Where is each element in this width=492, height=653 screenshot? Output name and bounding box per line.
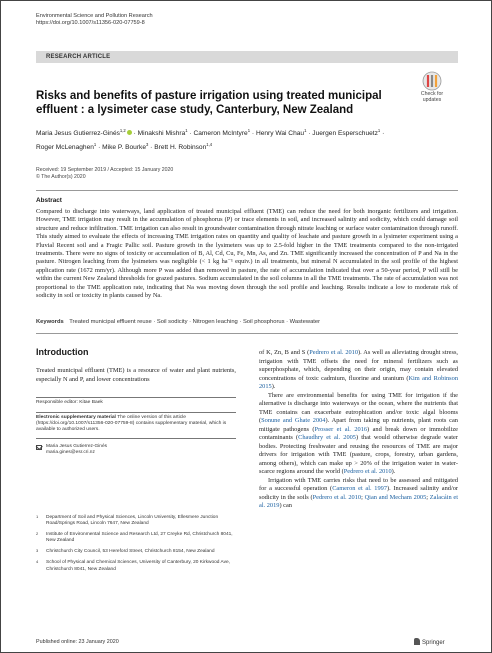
author-name[interactable]: Minakshi Mishra	[137, 130, 186, 138]
keyword-item: Soil phosphorus	[242, 319, 285, 325]
keyword-item: Treated municipal effluent reuse	[69, 319, 152, 325]
author-name[interactable]: Cameron McIntyre	[193, 130, 248, 138]
divider	[36, 333, 458, 334]
keyword-item: Soil sodicity	[156, 319, 188, 325]
affiliation-item	[36, 560, 236, 572]
author-name[interactable]: Maria Jesus Gutierrez-Ginés	[36, 130, 120, 138]
contact	[36, 444, 236, 456]
footnote-rule	[36, 412, 236, 413]
springer-knight-icon	[414, 638, 420, 645]
text-run: ) and break down or immobilize contaminants (	[259, 425, 458, 441]
intro-paragraph: Treated municipal effluent (TME) is a resource of water and plant nutrients, especially N and P, and lower concentrations	[36, 367, 236, 383]
text-run: ) can	[279, 502, 292, 509]
affiliation-item	[36, 515, 236, 527]
orcid-icon[interactable]	[127, 130, 132, 135]
journal-doi[interactable]: https://doi.org/10.1007/s11356-020-07759-8	[36, 20, 145, 27]
check-updates-line2: updates	[422, 97, 442, 103]
text-run: ;	[361, 493, 365, 501]
article-type: RESEARCH ARTICLE	[46, 53, 111, 60]
title-line-2: effluent : a lysimeter case study, Canterbury, New Zealand	[36, 104, 354, 116]
article-dates	[36, 167, 173, 180]
citation-link[interactable]: Chaudhry et al. 2005	[298, 434, 356, 441]
abstract-heading: Abstract	[36, 197, 62, 204]
affiliation-text: Institute of Environmental Science and Research Ltd, 27 Creyke Rd, Christchurch 8041, New Zealand	[46, 532, 233, 544]
affiliation-number: 4	[36, 559, 39, 565]
esm-label: Electronic supplementary material	[36, 415, 116, 420]
intro-paragraph	[259, 349, 458, 392]
keyword-item: Wastewater	[289, 319, 321, 325]
footnote-rule	[36, 397, 236, 398]
keywords: Keywords Treated municipal effluent reuse · Soil sodicity · Nitrogen leaching · Soil phosphorus · Wastewater	[36, 319, 321, 325]
journal-header	[36, 13, 153, 27]
author-name[interactable]: Roger McLenaghen	[36, 144, 94, 152]
author-list	[36, 125, 456, 153]
article-title	[36, 89, 406, 117]
text-run: Irrigation with TME carries risks that need to be assessed and mitigated for a successful operation (	[259, 476, 458, 492]
text-run: ;	[426, 493, 430, 501]
author-name[interactable]: Mike P. Bourke	[102, 144, 146, 152]
authors-line-1: Maria Jesus Gutierrez-Ginés$^{1,2}$ · Minakshi Mishra$^1$ · Cameron McIntyre$^1$ · Henry Wai Chau$^1$ · Juergen Esperschuetz$^1$ ·	[36, 128, 385, 138]
keyword-item: Nitrogen leaching	[192, 319, 238, 325]
text-run: ). Apart from taking up nutrients, plant roots can mitigate pathogens (	[259, 417, 458, 433]
title-line-1: Risks and benefits of pasture irrigation using treated municipal	[36, 90, 382, 102]
text-run: ) that would otherwise degrade water bodies. Protecting freshwater and reusing the resources of TME are major drivers for irrigation with TME (pasture, crops, forestry, urban gardens, among others), which can make up > 20% of the irrigation water in water-scarce regions around the world (	[259, 434, 458, 475]
author-affil: 1	[93, 142, 97, 148]
citation-link[interactable]: Pedrero et al. 2010	[309, 349, 359, 356]
article-type-bar	[36, 51, 458, 63]
journal-name: Environmental Science and Pollution Research	[36, 13, 153, 19]
citation-link[interactable]: Sonune and Ghate 2004	[261, 417, 326, 424]
citation-link[interactable]: Prosser et al. 2016	[314, 425, 368, 433]
check-updates-icon	[422, 71, 442, 91]
text-run: ).	[271, 383, 276, 390]
text-run: There are environmental benefits for using TME for irrigation if the alternative is discharge into waterways or the ocean, where the nutrients that TME contains can exacerbate eutrophication and/or toxic algal blooms (	[259, 391, 458, 424]
esm-note	[36, 415, 236, 434]
author-affil: 1,2	[119, 128, 126, 133]
affiliation-text: School of Physical and Chemical Sciences, University of Canterbury, 20 Kirkwood Ave, Christchurch 8041, New Zealand	[46, 560, 231, 572]
intro-paragraph	[259, 477, 458, 511]
text-run: ). As well as alleviating drought stress, irrigation with TME offsets the need for mineral fertilizers such as superphosphate, which, depending on their origin, may contain elevated concentrations of toxic cadmium, fluorine and uranium (	[259, 349, 458, 382]
author-name[interactable]: Henry Wai Chau	[255, 130, 305, 138]
affiliation-text: Christchurch City Council, 53 Hereford Street, Christchurch 8154, New Zealand	[46, 549, 215, 555]
affiliation-number: 3	[36, 548, 39, 554]
footnote-rule	[36, 438, 236, 439]
author-name[interactable]: Brett H. Robinson	[154, 144, 207, 152]
keywords-label: Keywords	[36, 319, 64, 325]
citation-link[interactable]: Zalacáin et al. 2019	[259, 493, 458, 509]
text-run: of K, Zn, B and S (	[259, 349, 310, 356]
author-affil: 1	[377, 128, 381, 133]
citation-link[interactable]: Cameron et al. 1997	[332, 485, 387, 492]
publisher-logo	[414, 638, 445, 646]
author-affil: 1	[304, 128, 307, 133]
citation-link[interactable]: Kim and Robinson 2015	[259, 374, 458, 390]
envelope-icon	[36, 445, 42, 450]
intro-paragraph	[259, 392, 458, 477]
publisher-name: Springer	[422, 640, 445, 646]
affiliation-number: 2	[36, 531, 39, 537]
author-affil: 1	[247, 128, 251, 133]
author-affil: 1	[185, 128, 188, 133]
corresponding-author	[36, 444, 236, 462]
affiliation-text: Department of Soil and Physical Sciences, Lincoln University, Ellesmere Junction Road/Springs Road, Lincoln 7647, New Zealand	[46, 515, 219, 527]
intro-right-column	[259, 349, 458, 511]
copyright: © The Author(s) 2020	[36, 173, 86, 180]
check-for-updates-badge[interactable]	[409, 71, 455, 105]
text-run: ). Increased salinity and/or sodicity in the soils (	[259, 485, 458, 501]
authors-line-2: Roger McLenaghen$^1$ · Mike P. Bourke$^3$ · Brett H. Robinson$^{1,4}$	[36, 142, 213, 152]
divider	[36, 190, 458, 191]
responsible-editor: Responsible editor: Kitae Baek	[36, 400, 103, 405]
esm-text[interactable]: The online version of this article (https://doi.org/10.1007/s11356-020-07759-8) contains supplementary material, which is available to authorized users.	[36, 415, 227, 433]
author-affil: 1,4	[206, 142, 213, 148]
received-accepted: Received: 19 September 2019 / Accepted: 15 January 2020	[36, 167, 174, 173]
contact-email[interactable]: maria.gines@esr.cri.nz	[46, 450, 95, 456]
intro-left-column	[36, 367, 236, 384]
affiliation-item	[36, 549, 236, 555]
author-affil: 3	[146, 142, 149, 148]
citation-link[interactable]: Qian and Mecham 2005	[364, 493, 427, 501]
citation-link[interactable]: Pedrero et al. 2010	[312, 493, 362, 501]
text-run: ).	[391, 468, 396, 475]
contact-name: Maria Jesus Gutierrez-Ginés	[46, 444, 108, 449]
citation-link[interactable]: Pedrero et al. 2010	[343, 468, 392, 475]
check-updates-line1: Check for	[420, 91, 444, 97]
abstract-text: Compared to discharge into waterways, land application of treated municipal effluent (TME) can reduce the need for both inorganic fertilizers and irrigation. However, TME irrigation may result in the accumulation of phosphorus (P) or trace elements in soil, and increased salinity and sodicity, which could damage soil structure and reduce infiltration. TME irrigation can also result in groundwater contamination through nitrate leaching or surface water contamination through runoff. This study aimed to evaluate the effects of increasing TME irrigation rates on quantity and quality of leachate and pasture growth in a lysimeter experiment using a Fluvial Recent soil and a Fragic Pallic soil. Pasture growth in the lysimeters was up to 2.5-fold higher in the TME treatments compared to the non-irrigated treatments. There were no signs of toxicity or accumulation of B, Al, Cd, Cu, Fe, Mn, As, and Zn. TME significantly increased the concentration of P and Na in the pasture. Nitrogen leaching from the lysimeters was negligible (< 1 kg ha⁻¹ equiv.) in all treatments, but mineral N accumulated in the soil profile of the highest application rate (1672 mm/yr). Although more P was added than removed in pasture, the rate of accumulation indicated that over a 50-year period, P will still be within the current New Zealand thresholds for grazed pastures. Sodium accumulated in the soil columns in all the TME treatments. The rate of accumulation was not proportional to the TME application rate, indicating that Na was moving down through the soil profile and leaching. Results indicate a low to moderate risk of sodicity in soil or toxicity in plants caused by Na.	[36, 208, 458, 300]
published-online: Published online: 23 January 2020	[36, 639, 119, 645]
author-name[interactable]: Juergen Esperschuetz	[312, 130, 378, 138]
affiliation-item	[36, 532, 236, 544]
affiliation-number: 1	[36, 514, 39, 519]
affiliations	[36, 515, 236, 578]
introduction-heading: Introduction	[36, 347, 89, 357]
